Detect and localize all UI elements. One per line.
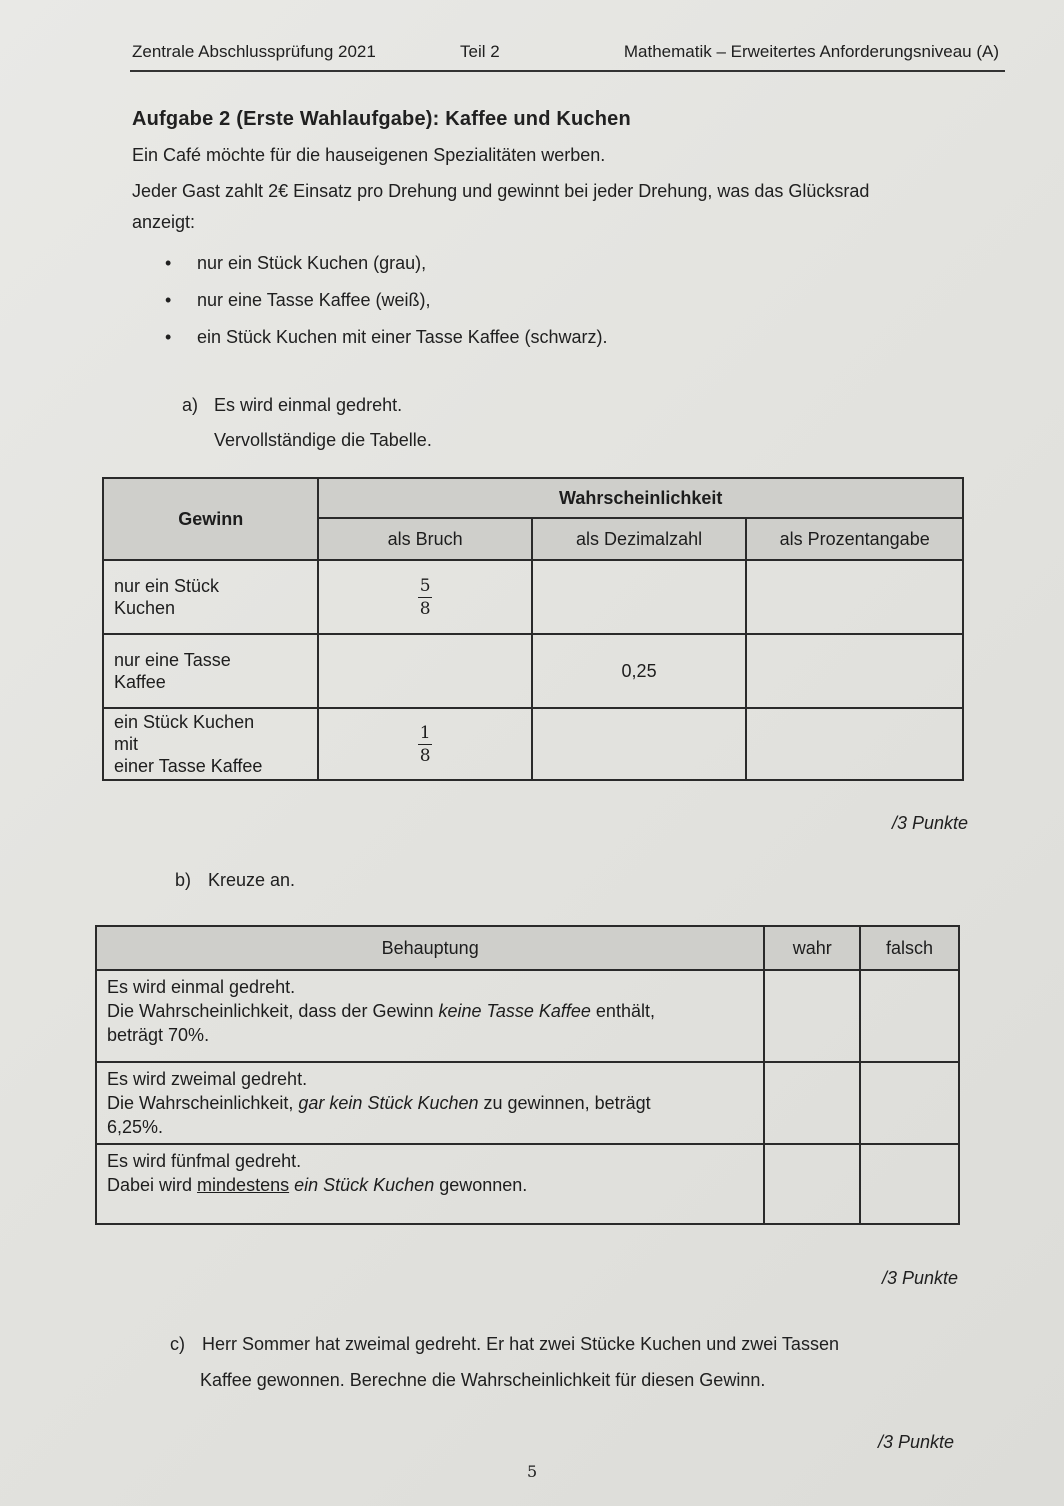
row-label: ein Stück Kuchen mit einer Tasse Kaffee: [103, 708, 318, 780]
intro-line-3: anzeigt:: [132, 212, 196, 232]
statement-table: [95, 925, 960, 1225]
table-row: [103, 708, 963, 780]
prize-item-both: • ein Stück Kuchen mit einer Tasse Kaffee (schwarz).: [165, 324, 865, 361]
part-a-line-1: Es wird einmal gedreht.: [214, 395, 403, 415]
fraction: $\frac{5}{8}$: [419, 576, 431, 619]
fraction-cell[interactable]: [318, 634, 531, 708]
intro-line-2: Jeder Gast zahlt 2€ Einsatz pro Drehung und gewinnt bei jeder Drehung, was das Glücksrad: [132, 181, 870, 201]
row-label: nur ein Stück Kuchen: [103, 560, 318, 634]
col-behauptung-header: Behauptung: [96, 926, 764, 970]
row-label: nur eine Tasse Kaffee: [103, 634, 318, 708]
header-subject: Mathematik – Erweitertes Anforderungsniveau (A): [623, 42, 999, 61]
header-exam-name: Zentrale Abschlussprüfung 2021: [132, 42, 376, 61]
part-c-label: c): [170, 1334, 185, 1354]
part-b-label: b): [175, 870, 192, 890]
part-b-points: /3 Punkte: [882, 1268, 959, 1288]
decimal-cell[interactable]: [532, 708, 747, 780]
percent-cell[interactable]: [746, 634, 963, 708]
part-a-points: /3 Punkte: [892, 813, 969, 833]
prize-item-coffee: • nur eine Tasse Kaffee (weiß),: [165, 287, 865, 324]
intro-line-1: Ein Café möchte für die hauseigenen Spezialitäten werben.: [132, 145, 606, 165]
table-row: [103, 634, 963, 708]
probability-table: [102, 477, 964, 781]
fraction-cell: [318, 560, 531, 634]
col-falsch-header: falsch: [860, 926, 959, 970]
header-part: Teil 2: [460, 42, 500, 61]
col-prozent-header: als Prozentangabe: [746, 518, 963, 560]
percent-cell[interactable]: [746, 560, 963, 634]
prize-item-cake: • nur ein Stück Kuchen (grau),: [165, 250, 865, 287]
task-title: Aufgabe 2 (Erste Wahlaufgabe): Kaffee und Kuchen: [132, 108, 631, 130]
part-c-line-1: Herr Sommer hat zweimal gedreht. Er hat zwei Stücke Kuchen und zwei Tassen: [202, 1334, 839, 1354]
wahr-checkbox[interactable]: [764, 1062, 860, 1144]
decimal-cell[interactable]: [532, 560, 747, 634]
wahr-checkbox[interactable]: [764, 1144, 860, 1224]
col-gewinn-header: Gewinn: [103, 478, 318, 560]
table-row: [103, 560, 963, 634]
falsch-checkbox[interactable]: [860, 970, 959, 1062]
part-b-instruction: Kreuze an.: [208, 870, 296, 890]
falsch-checkbox[interactable]: [860, 1062, 959, 1144]
fraction: $\frac{1}{8}$: [419, 723, 431, 766]
col-wahrscheinlichkeit-header: Wahrscheinlichkeit: [318, 478, 963, 518]
part-c-line-2: Kaffee gewonnen. Berechne die Wahrscheinlichkeit für diesen Gewinn.: [200, 1370, 766, 1390]
col-dezimal-header: als Dezimalzahl: [532, 518, 747, 560]
wahr-checkbox[interactable]: [764, 970, 860, 1062]
falsch-checkbox[interactable]: [860, 1144, 959, 1224]
table-row: [96, 1144, 959, 1224]
col-wahr-header: wahr: [764, 926, 860, 970]
statement-cell: Es wird einmal gedreht. Die Wahrscheinlichkeit, dass der Gewinn keine Tasse Kaffee enthält, beträgt 70%.: [96, 970, 764, 1062]
part-a-label: a): [182, 395, 199, 415]
statement-cell: Es wird zweimal gedreht. Die Wahrscheinlichkeit, gar kein Stück Kuchen zu gewinnen, beträgt 6,25%.: [96, 1062, 764, 1144]
page-header: [130, 40, 1005, 72]
part-a-line-2: Vervollständige die Tabelle.: [214, 430, 432, 450]
percent-cell[interactable]: [746, 708, 963, 780]
table-row: [96, 970, 959, 1062]
table-row: [96, 1062, 959, 1144]
decimal-cell: 0,25: [532, 634, 747, 708]
prize-list: [165, 250, 865, 361]
col-bruch-header: als Bruch: [318, 518, 531, 560]
fraction-cell: [318, 708, 531, 780]
page-number: 5: [527, 1462, 538, 1481]
statement-cell: Es wird fünfmal gedreht. Dabei wird mindestens ein Stück Kuchen gewonnen.: [96, 1144, 764, 1224]
part-c-points: /3 Punkte: [878, 1432, 955, 1452]
